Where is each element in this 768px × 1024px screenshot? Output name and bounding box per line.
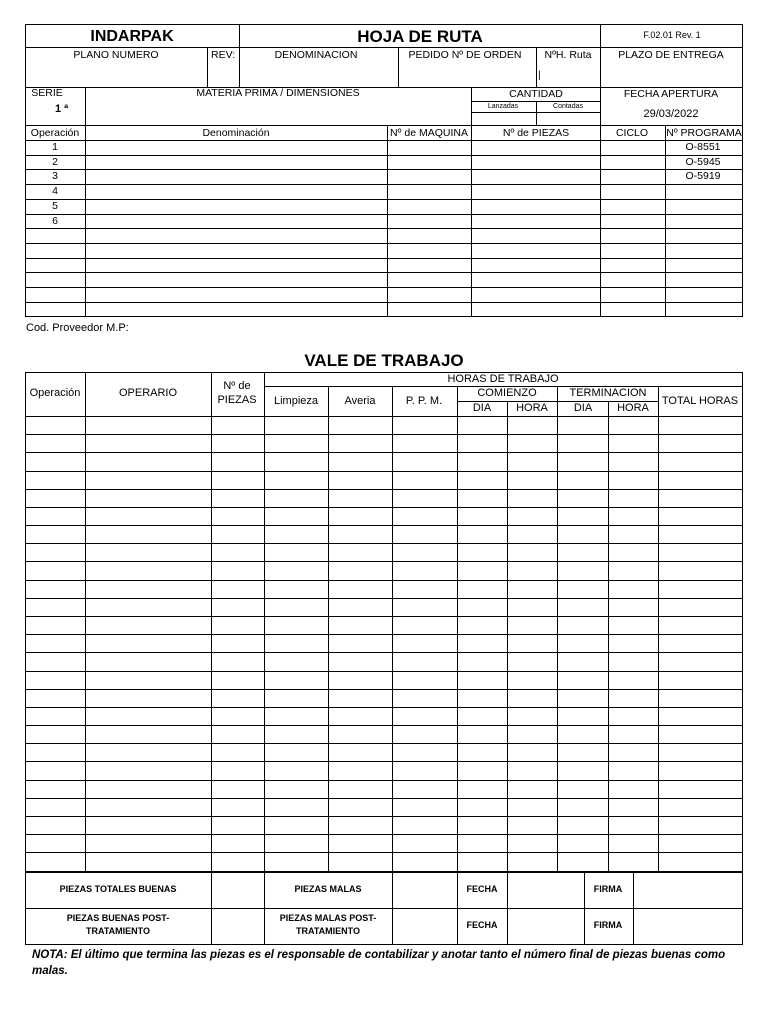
table-row-line bbox=[25, 507, 743, 508]
vale-col-piezas-line2: PIEZAS bbox=[217, 394, 257, 406]
dash-mark bbox=[465, 214, 477, 215]
table-row-line bbox=[25, 598, 743, 599]
table-row-line bbox=[25, 634, 743, 635]
cantidad-label: CANTIDAD bbox=[509, 88, 563, 100]
hoja-frame bbox=[25, 24, 743, 317]
divider bbox=[584, 872, 585, 945]
col-num-maquina: Nº de MAQUINA bbox=[390, 127, 468, 139]
divider bbox=[457, 872, 458, 945]
vale-col-ppm: P. P. M. bbox=[405, 395, 443, 407]
nh-ruta-label: NºH. Ruta bbox=[544, 49, 592, 61]
form-code: F.02.01 Rev. 1 bbox=[643, 30, 701, 40]
dash-mark bbox=[465, 228, 477, 229]
pedido-label: PEDIDO Nº DE ORDEN bbox=[408, 49, 522, 61]
divider bbox=[25, 908, 743, 909]
col-operacion: Operación bbox=[30, 127, 80, 139]
divider bbox=[25, 47, 743, 48]
vale-frame bbox=[25, 372, 743, 872]
table-row-line bbox=[25, 302, 743, 303]
table-row-line bbox=[25, 725, 743, 726]
firma-post-label: FIRMA bbox=[593, 920, 623, 930]
divider bbox=[633, 872, 634, 945]
vale-col-operacion: Operación bbox=[29, 387, 81, 399]
divider bbox=[387, 125, 388, 317]
programa-value: O-5945 bbox=[685, 156, 721, 168]
dash-mark bbox=[383, 169, 395, 170]
divider bbox=[264, 872, 265, 945]
divider bbox=[25, 416, 743, 417]
table-row-line bbox=[25, 543, 743, 544]
divider bbox=[211, 872, 212, 945]
table-row-line bbox=[25, 652, 743, 653]
piezas-malas-post-line2: TRATAMIENTO bbox=[296, 926, 360, 936]
divider bbox=[85, 372, 86, 872]
divider bbox=[207, 47, 208, 87]
vale-col-horas-trabajo: HORAS DE TRABAJO bbox=[447, 373, 559, 385]
plano-numero-label: PLANO NUMERO bbox=[73, 49, 159, 61]
divider bbox=[85, 125, 86, 317]
divider bbox=[600, 24, 601, 87]
divider bbox=[600, 87, 601, 125]
divider bbox=[600, 125, 601, 317]
dash-mark bbox=[383, 199, 395, 200]
divider bbox=[211, 372, 212, 872]
table-row-line bbox=[25, 561, 743, 562]
divider bbox=[25, 140, 743, 141]
op-number: 1 bbox=[52, 141, 58, 153]
fecha-apertura-value: 29/03/2022 bbox=[643, 108, 699, 120]
piezas-totales-buenas-label: PIEZAS TOTALES BUENAS bbox=[59, 884, 177, 894]
fecha-apertura-label: FECHA APERTURA bbox=[623, 88, 719, 100]
materia-prima-label: MATERIA PRIMA / DIMENSIONES bbox=[196, 87, 360, 99]
vale-col-operario: OPERARIO bbox=[118, 387, 178, 399]
vale-col-averia: Averia bbox=[344, 395, 376, 407]
divider bbox=[239, 24, 240, 87]
divider bbox=[85, 87, 86, 125]
vale-col-terminacion: TERMINACION bbox=[569, 387, 647, 399]
table-row-line bbox=[25, 743, 743, 744]
dash-mark bbox=[383, 184, 395, 185]
vale-col-comienzo: COMIENZO bbox=[477, 387, 537, 399]
divider bbox=[557, 386, 558, 872]
denominacion-label: DENOMINACION bbox=[274, 49, 358, 61]
divider bbox=[264, 372, 265, 872]
divider bbox=[507, 401, 508, 872]
programa-value: O-8551 bbox=[685, 141, 721, 153]
dash-mark bbox=[465, 184, 477, 185]
table-row-line bbox=[25, 525, 743, 526]
vale-col-hora-terminacion: HORA bbox=[617, 402, 649, 414]
op-number: 5 bbox=[52, 200, 58, 212]
vale-col-total-horas: TOTAL HORAS bbox=[661, 395, 739, 407]
table-row-line bbox=[25, 272, 743, 273]
table-row-line bbox=[25, 616, 743, 617]
divider bbox=[536, 47, 537, 87]
op-number: 2 bbox=[52, 156, 58, 168]
vale-col-piezas-line1: Nº de bbox=[223, 380, 251, 392]
table-row-line bbox=[25, 798, 743, 799]
form-title: HOJA DE RUTA bbox=[357, 27, 483, 46]
table-row-line bbox=[25, 816, 743, 817]
plazo-entrega-label: PLAZO DE ENTREGA bbox=[618, 49, 724, 61]
divider bbox=[328, 386, 329, 872]
fecha-label: FECHA bbox=[466, 884, 498, 894]
table-row-line bbox=[25, 258, 743, 259]
serie-value: 1 ª bbox=[55, 103, 69, 115]
company-name: INDARPAK bbox=[90, 28, 174, 45]
op-number: 4 bbox=[52, 185, 58, 197]
col-num-programa: Nº PROGRAMA bbox=[666, 127, 742, 139]
col-ciclo: CICLO bbox=[615, 127, 649, 139]
op-number: 3 bbox=[52, 170, 58, 182]
table-row-line bbox=[25, 689, 743, 690]
piezas-malas-label: PIEZAS MALAS bbox=[294, 884, 362, 894]
piezas-buenas-post-line2: TRATAMIENTO bbox=[86, 926, 150, 936]
table-row-line bbox=[25, 489, 743, 490]
divider bbox=[471, 125, 472, 317]
firma-label: FIRMA bbox=[593, 884, 623, 894]
divider bbox=[665, 125, 666, 317]
cod-proveedor-label: Cod. Proveedor M.P: bbox=[26, 322, 129, 334]
divider bbox=[658, 386, 659, 872]
dash-mark bbox=[383, 228, 395, 229]
rev-label: REV: bbox=[211, 49, 236, 61]
vale-title: VALE DE TRABAJO bbox=[304, 351, 464, 370]
divider bbox=[608, 401, 609, 872]
nh-ruta-value: | bbox=[538, 69, 541, 81]
table-row-line bbox=[25, 780, 743, 781]
divider bbox=[471, 87, 472, 125]
vale-col-dia-comienzo: DIA bbox=[472, 402, 492, 414]
divider bbox=[392, 872, 393, 945]
table-row-line bbox=[25, 834, 743, 835]
nota-text: NOTA: El último que termina las piezas es el responsable de contabilizar y anotar tanto el número final de piezas buenas como malas. bbox=[32, 949, 726, 977]
table-row-line bbox=[25, 452, 743, 453]
table-row-line bbox=[25, 287, 743, 288]
table-row-line bbox=[25, 707, 743, 708]
table-row-line bbox=[25, 671, 743, 672]
fecha-post-label: FECHA bbox=[466, 920, 498, 930]
divider bbox=[457, 386, 458, 872]
table-row-line bbox=[25, 580, 743, 581]
dash-mark bbox=[465, 169, 477, 170]
vale-col-hora-comienzo: HORA bbox=[516, 402, 548, 414]
contadas-label: Contadas bbox=[553, 103, 583, 110]
divider bbox=[507, 872, 508, 945]
table-row-line bbox=[25, 852, 743, 853]
divider bbox=[536, 101, 537, 125]
piezas-malas-post-line1: PIEZAS MALAS POST- bbox=[279, 913, 377, 923]
col-num-piezas: Nº de PIEZAS bbox=[502, 127, 570, 139]
table-row-line bbox=[25, 434, 743, 435]
op-number: 6 bbox=[52, 215, 58, 227]
table-row-line bbox=[25, 243, 743, 244]
vale-col-dia-terminacion: DIA bbox=[573, 402, 593, 414]
col-denominacion: Denominación bbox=[202, 127, 270, 139]
serie-label: SERIE bbox=[31, 87, 63, 99]
divider bbox=[25, 125, 743, 126]
table-row-line bbox=[25, 761, 743, 762]
table-row-line bbox=[25, 471, 743, 472]
dash-mark bbox=[383, 214, 395, 215]
lanzadas-label: Lanzadas bbox=[487, 103, 519, 110]
programa-value: O-5919 bbox=[685, 170, 721, 182]
divider bbox=[398, 47, 399, 87]
dash-mark bbox=[465, 155, 477, 156]
vale-col-limpieza: Limpieza bbox=[273, 395, 319, 407]
dash-mark bbox=[465, 199, 477, 200]
dash-mark bbox=[383, 155, 395, 156]
piezas-buenas-post-line1: PIEZAS BUENAS POST- bbox=[66, 913, 170, 923]
divider bbox=[392, 386, 393, 872]
